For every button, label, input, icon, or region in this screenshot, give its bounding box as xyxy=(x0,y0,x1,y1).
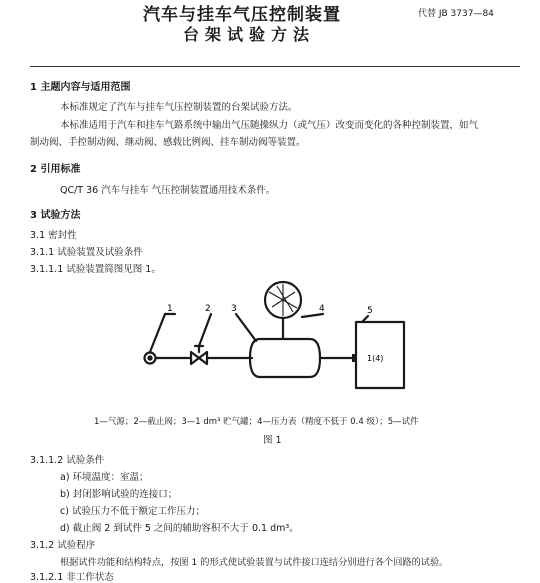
section-2-reference: QC/T 36 汽车与挂车 气压控制装置通用技术条件。 xyxy=(60,185,276,196)
clause-3-1-1-1: 3.1.1.1 试验装置简图见图 1。 xyxy=(30,264,161,275)
test-piece-label: 1(4) xyxy=(367,354,384,363)
label-3: 3 xyxy=(231,304,237,314)
clause-3-1-1-2: 3.1.1.2 试验条件 xyxy=(30,455,105,466)
air-reservoir-symbol xyxy=(250,339,320,377)
figure-1-number: 图 1 xyxy=(263,435,282,446)
clause-3-1-1: 3.1.1 试验装置及试验条件 xyxy=(30,247,143,258)
condition-b: b) 封闭影响试验的连接口； xyxy=(60,489,178,500)
clause-3-1-2: 3.1.2 试验程序 xyxy=(30,540,96,551)
section-1-paragraph-2: 本标准适用于汽车和挂车气路系统中输出气压随操纵力（或气压）改变而变化的各种控制装置，如气 xyxy=(60,120,479,131)
document-title-line2: 台架试验方法 xyxy=(183,25,316,44)
section-3-heading: 3 试验方法 xyxy=(30,210,81,221)
section-1-paragraph-2-cont: 制动阀、手控制动阀、继动阀、感载比例阀、挂车制动阀等装置。 xyxy=(30,137,306,148)
clause-3-1-2-1: 3.1.2.1 非工作状态 xyxy=(30,572,114,583)
figure-1-caption: 1—气源；2—截止阀；3—1 dm³ 贮气罐；4—压力表（精度不低于 0.4 级）；5—试件 xyxy=(94,417,419,427)
clause-3-1-2-paragraph: 根据试件功能和结构特点，按图 1 的形式使试验装置与试件接口连结分别进行各个回路的试验。 xyxy=(60,557,449,568)
label-1: 1 xyxy=(167,304,173,314)
label-2: 2 xyxy=(205,304,211,314)
label-4: 4 xyxy=(319,304,325,314)
condition-d: d) 截止阀 2 到试件 5 之间的辅助容积不大于 0.1 dm³。 xyxy=(60,523,299,534)
section-1-heading: 1 主题内容与适用范围 xyxy=(30,82,131,93)
condition-c: c) 试验压力不低于额定工作压力； xyxy=(60,506,205,517)
shutoff-valve-symbol xyxy=(191,352,207,364)
clause-3-1: 3.1 密封性 xyxy=(30,230,77,241)
condition-a: a) 环境温度：室温； xyxy=(60,472,149,483)
replaces-standard-note: 代替 JB 3737—84 xyxy=(418,9,494,19)
label-5: 5 xyxy=(367,306,373,316)
section-2-heading: 2 引用标准 xyxy=(30,164,81,175)
section-1-paragraph-1: 本标准规定了汽车与挂车气压控制装置的台架试验方法。 xyxy=(60,102,298,113)
document-title-line1: 汽车与挂车气压控制装置 xyxy=(143,5,341,25)
